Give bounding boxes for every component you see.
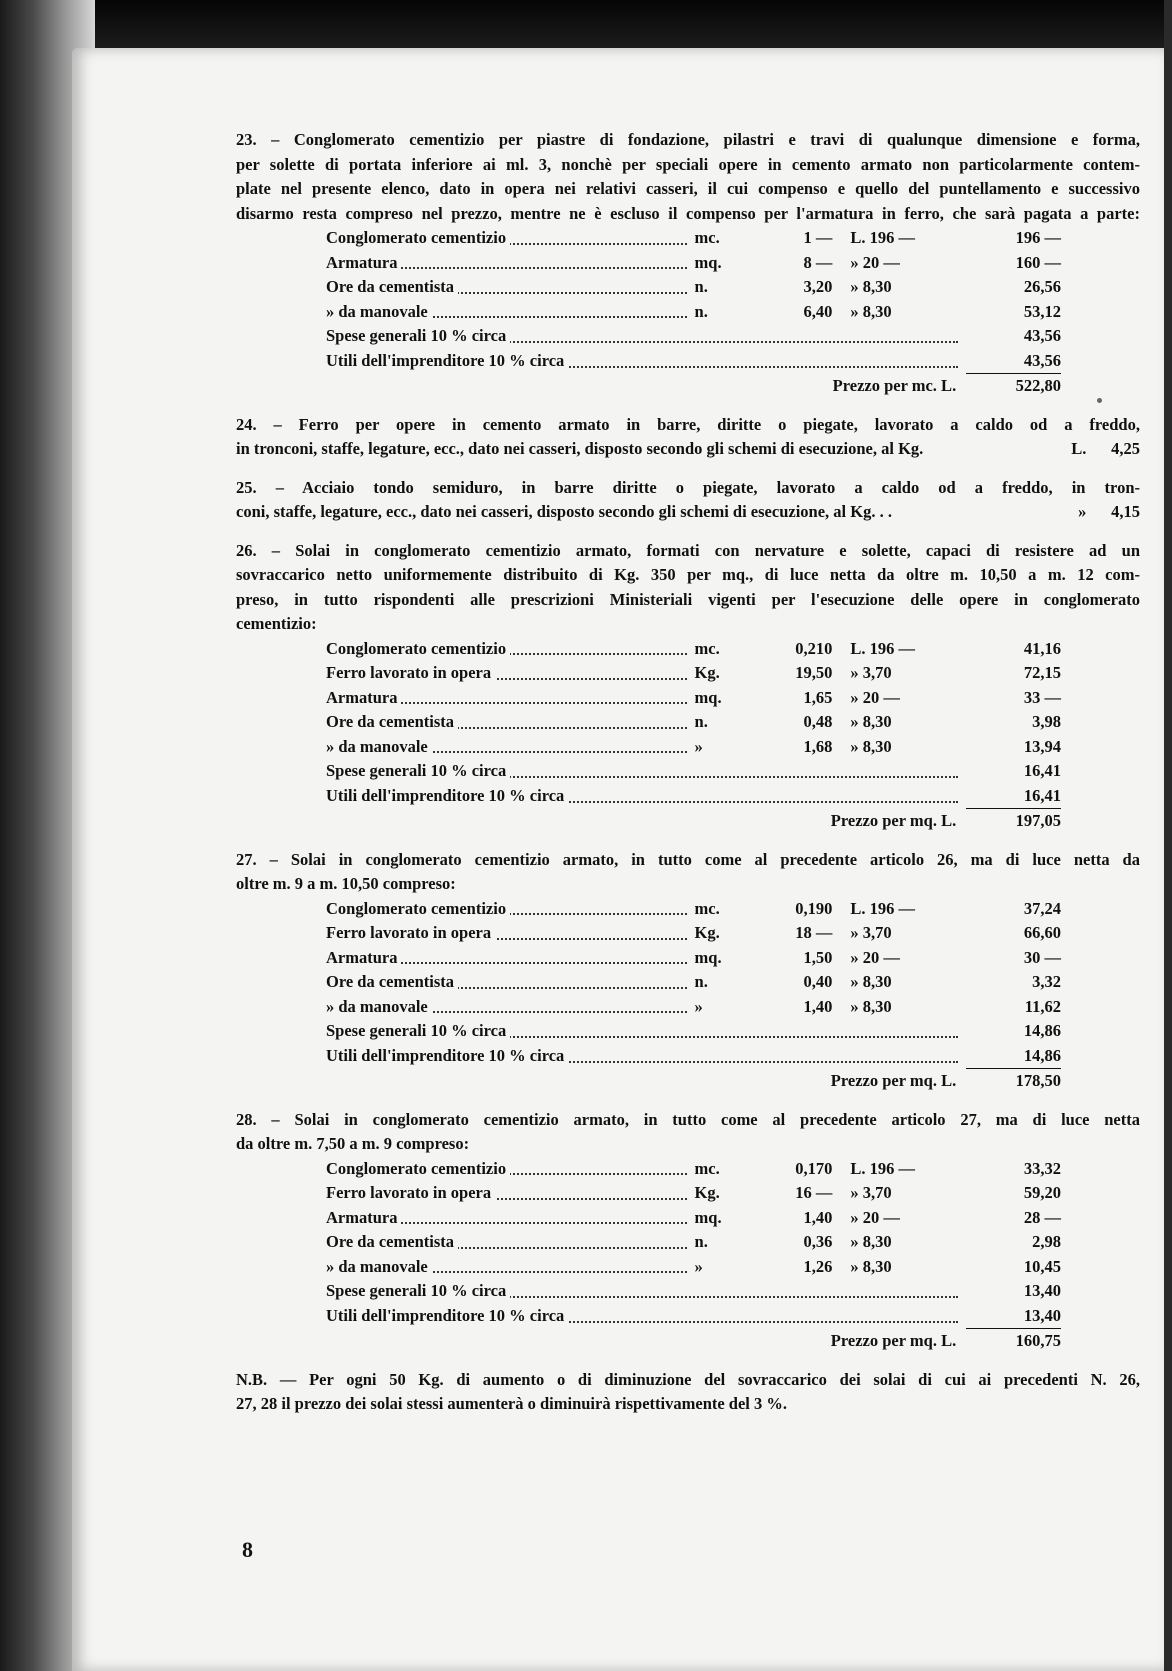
table-row bbox=[326, 300, 1061, 325]
item-total: 160 — bbox=[1015, 252, 1061, 272]
item-qty: 3,20 bbox=[803, 277, 833, 296]
item-unit: » bbox=[694, 1256, 703, 1276]
page-number: 8 bbox=[242, 1537, 253, 1562]
table-row-spese bbox=[326, 324, 1061, 349]
scan-right-edge bbox=[1164, 0, 1172, 1671]
table-row bbox=[326, 637, 1061, 662]
item-unit: mc. bbox=[694, 228, 720, 247]
article-27-price-table bbox=[326, 897, 1061, 1094]
article-23-text bbox=[236, 128, 1140, 226]
item-price: » 20 — bbox=[850, 947, 900, 967]
item-qty: 1,26 bbox=[803, 1256, 833, 1276]
table-row bbox=[326, 921, 1061, 946]
item-total: 72,15 bbox=[1023, 663, 1061, 682]
item-price: » 8,30 bbox=[850, 996, 892, 1016]
item-desc: Conglomerato cementizio bbox=[326, 1159, 510, 1178]
item-price: » 8,30 bbox=[850, 972, 892, 991]
item-total: 33 — bbox=[1023, 687, 1061, 707]
item-total: 59,20 bbox=[1023, 1183, 1061, 1202]
nota-bene bbox=[236, 1368, 1140, 1417]
price-row bbox=[326, 1329, 1061, 1354]
item-qty: 0,48 bbox=[803, 712, 833, 731]
item-qty: 0,36 bbox=[803, 1232, 833, 1251]
price-total: 160,75 bbox=[1015, 1331, 1061, 1350]
item-desc: » da manovale bbox=[326, 302, 432, 321]
item-unit: n. bbox=[694, 712, 708, 731]
article-28 bbox=[236, 1108, 1140, 1354]
utili-total: 16,41 bbox=[966, 784, 1061, 809]
item-price: L. 196 — bbox=[850, 898, 916, 918]
article-27-text bbox=[236, 848, 1140, 897]
article-24-text bbox=[236, 413, 1140, 462]
table-row bbox=[326, 661, 1061, 686]
item-desc: Ore da cementista bbox=[326, 1232, 458, 1251]
utili-desc: Utili dell'imprenditore 10 % circa bbox=[326, 1306, 568, 1325]
item-desc: » da manovale bbox=[326, 997, 432, 1016]
item-price: » 20 — bbox=[850, 252, 900, 272]
article-25-line: coni, staffe, legature, ecc., dato nei casseri, disposto secondo gli schemi di esecuzione, al Kg. . . bbox=[236, 502, 892, 521]
item-unit: Kg. bbox=[694, 663, 720, 682]
article-28-line: da oltre m. 7,50 a m. 9 compreso: bbox=[236, 1134, 470, 1153]
item-desc: Armatura bbox=[326, 688, 401, 707]
table-row bbox=[326, 735, 1061, 760]
item-price: » 8,30 bbox=[850, 301, 892, 321]
item-desc: Ore da cementista bbox=[326, 972, 458, 991]
item-unit: mc. bbox=[694, 898, 720, 918]
item-qty: 16 — bbox=[795, 1183, 833, 1202]
article-23-line: disarmo resta compreso nel prezzo, mentre ne è escluso il compenso per l'armatura in ferro, che sarà pagata a parte: bbox=[236, 203, 1140, 223]
price-total: 197,05 bbox=[1015, 811, 1061, 830]
item-price: » 8,30 bbox=[850, 277, 892, 296]
article-27-line: 27. – Solai in conglomerato cementizio armato, in tutto come al precedente articolo 26, ma di luce netta da bbox=[236, 849, 1140, 869]
article-23-price-table bbox=[326, 226, 1061, 399]
item-desc: Armatura bbox=[326, 1208, 401, 1227]
table-row bbox=[326, 710, 1061, 735]
item-total: 10,45 bbox=[1023, 1256, 1061, 1276]
table-row bbox=[326, 251, 1061, 276]
article-24-line: 24. – Ferro per opere in cemento armato in barre, diritte o piegate, lavorato a caldo od a freddo, bbox=[236, 414, 1140, 434]
item-desc: Ferro lavorato in opera bbox=[326, 1183, 495, 1202]
item-desc: Conglomerato cementizio bbox=[326, 639, 510, 658]
item-qty: 1,40 bbox=[803, 1207, 833, 1227]
utili-desc: Utili dell'imprenditore 10 % circa bbox=[326, 351, 568, 370]
table-row bbox=[326, 970, 1061, 995]
item-price: » 8,30 bbox=[850, 1256, 892, 1276]
item-unit: mq. bbox=[694, 1207, 722, 1227]
article-24-price: 4,25 bbox=[1111, 439, 1140, 458]
table-row bbox=[326, 1181, 1061, 1206]
table-row bbox=[326, 1230, 1061, 1255]
item-unit: mq. bbox=[694, 687, 722, 707]
item-desc: » da manovale bbox=[326, 1257, 432, 1276]
item-desc: Conglomerato cementizio bbox=[326, 228, 510, 247]
item-price: » 20 — bbox=[850, 1207, 900, 1227]
item-price: L. 196 — bbox=[850, 1158, 916, 1178]
price-label: Prezzo per mq. L. bbox=[830, 1331, 957, 1350]
price-label: Prezzo per mq. L. bbox=[830, 811, 957, 830]
utili-total: 14,86 bbox=[966, 1044, 1061, 1069]
table-row-utili bbox=[326, 1304, 1061, 1329]
item-price: » 20 — bbox=[850, 687, 900, 707]
article-24-line: in tronconi, staffe, legature, ecc., dato nei casseri, disposto secondo gli schemi di esecuzione, al Kg. bbox=[236, 439, 924, 458]
item-qty: 0,40 bbox=[803, 972, 833, 991]
article-26 bbox=[236, 539, 1140, 834]
spese-desc: Spese generali 10 % circa bbox=[326, 761, 510, 780]
table-row-spese bbox=[326, 1279, 1061, 1304]
table-row-utili bbox=[326, 349, 1061, 374]
article-25-text bbox=[236, 476, 1140, 525]
spese-desc: Spese generali 10 % circa bbox=[326, 326, 510, 345]
table-row-spese bbox=[326, 1019, 1061, 1044]
utili-total: 43,56 bbox=[966, 349, 1061, 374]
table-row bbox=[326, 275, 1061, 300]
table-row bbox=[326, 1206, 1061, 1231]
item-qty: 1 — bbox=[803, 228, 833, 247]
article-24-currency: L. bbox=[1071, 439, 1087, 458]
item-unit: » bbox=[694, 736, 703, 756]
spese-desc: Spese generali 10 % circa bbox=[326, 1021, 510, 1040]
item-desc: Ore da cementista bbox=[326, 277, 458, 296]
utili-desc: Utili dell'imprenditore 10 % circa bbox=[326, 786, 568, 805]
article-23-line: 23. – Conglomerato cementizio per piastre di fondazione, pilastri e travi di qualunque dimensione e forma, bbox=[236, 130, 1140, 149]
table-row-utili bbox=[326, 1044, 1061, 1069]
price-label: Prezzo per mq. L. bbox=[830, 1071, 957, 1090]
item-total: 41,16 bbox=[1023, 638, 1061, 658]
item-desc: Ferro lavorato in opera bbox=[326, 923, 495, 942]
item-desc: » da manovale bbox=[326, 737, 432, 756]
article-26-text bbox=[236, 539, 1140, 637]
article-26-line: cementizio: bbox=[236, 614, 317, 633]
price-label: Prezzo per mc. L. bbox=[832, 376, 957, 395]
item-qty: 19,50 bbox=[795, 663, 833, 682]
item-unit: n. bbox=[694, 1232, 708, 1251]
item-qty: 18 — bbox=[795, 923, 833, 942]
utili-desc: Utili dell'imprenditore 10 % circa bbox=[326, 1046, 568, 1065]
price-row bbox=[326, 809, 1061, 834]
item-total: 37,24 bbox=[1023, 898, 1061, 918]
article-28-text bbox=[236, 1108, 1140, 1157]
price-total: 522,80 bbox=[1015, 376, 1061, 395]
item-desc: Armatura bbox=[326, 253, 401, 272]
item-unit: mc. bbox=[694, 1158, 720, 1178]
spese-total: 16,41 bbox=[1023, 761, 1061, 780]
nota-bene-line: 27, 28 il prezzo dei solai stessi aumenterà o diminuirà rispettivamente del 3 %. bbox=[236, 1394, 788, 1413]
article-23 bbox=[236, 128, 1140, 399]
item-price: » 3,70 bbox=[850, 663, 892, 682]
item-total: 11,62 bbox=[1024, 996, 1061, 1016]
item-qty: 0,190 bbox=[795, 898, 833, 918]
item-total: 3,32 bbox=[1032, 972, 1061, 991]
spese-total: 14,86 bbox=[1023, 1021, 1061, 1040]
article-23-line: per solette di portata inferiore ai ml. 3, nonchè per speciali opere in cemento armato non particolarmente contem- bbox=[236, 154, 1140, 174]
item-price: L. 196 — bbox=[850, 638, 916, 658]
price-total: 178,50 bbox=[1015, 1071, 1061, 1090]
article-25 bbox=[236, 476, 1140, 525]
utili-total: 13,40 bbox=[966, 1304, 1061, 1329]
table-row bbox=[326, 686, 1061, 711]
article-23-line: plate nel presente elenco, dato in opera nei relativi casseri, il cui compenso e quello del puntellamento e successivo bbox=[236, 179, 1140, 198]
item-qty: 0,170 bbox=[795, 1158, 833, 1178]
table-row-spese bbox=[326, 759, 1061, 784]
item-price: » 3,70 bbox=[850, 923, 892, 942]
scan-top-edge bbox=[0, 0, 1172, 48]
item-total: 26,56 bbox=[1023, 277, 1061, 296]
item-unit: mc. bbox=[694, 638, 720, 658]
item-unit: n. bbox=[694, 972, 708, 991]
item-total: 28 — bbox=[1023, 1207, 1061, 1227]
article-26-price-table bbox=[326, 637, 1061, 834]
item-desc: Ferro lavorato in opera bbox=[326, 663, 495, 682]
item-unit: Kg. bbox=[694, 1183, 720, 1202]
item-unit: mq. bbox=[694, 252, 722, 272]
item-total: 196 — bbox=[1015, 228, 1061, 247]
item-total: 2,98 bbox=[1032, 1232, 1061, 1251]
document-content bbox=[236, 128, 1140, 1431]
price-row bbox=[326, 1069, 1061, 1094]
article-25-price: 4,15 bbox=[1111, 502, 1140, 521]
item-price: » 8,30 bbox=[850, 1232, 892, 1251]
item-total: 33,32 bbox=[1023, 1158, 1061, 1178]
item-desc: Ore da cementista bbox=[326, 712, 458, 731]
article-27 bbox=[236, 848, 1140, 1094]
item-total: 30 — bbox=[1023, 947, 1061, 967]
nota-bene-text bbox=[236, 1368, 1140, 1417]
price-row bbox=[326, 374, 1061, 399]
item-unit: » bbox=[694, 996, 703, 1016]
table-row bbox=[326, 226, 1061, 251]
article-28-price-table bbox=[326, 1157, 1061, 1354]
article-26-line: 26. – Solai in conglomerato cementizio armato, formati con nervature e solette, capaci di resistere ad un bbox=[236, 540, 1140, 560]
article-27-line: oltre m. 9 a m. 10,50 compreso: bbox=[236, 874, 456, 893]
item-qty: 1,68 bbox=[803, 736, 833, 756]
item-unit: Kg. bbox=[694, 923, 720, 942]
item-price: L. 196 — bbox=[850, 228, 916, 247]
article-28-line: 28. – Solai in conglomerato cementizio armato, in tutto come al precedente articolo 27, ma di luce netta bbox=[236, 1109, 1140, 1129]
table-row bbox=[326, 897, 1061, 922]
item-unit: mq. bbox=[694, 947, 722, 967]
item-qty: 1,40 bbox=[803, 996, 833, 1016]
item-total: 13,94 bbox=[1023, 736, 1061, 756]
article-26-line: sovraccarico netto uniformemente distribuito di Kg. 350 per mq., di luce netta da oltre m. 10,50 a m. 12 com- bbox=[236, 565, 1140, 584]
table-row-utili bbox=[326, 784, 1061, 809]
item-qty: 1,65 bbox=[803, 687, 833, 707]
item-price: » 8,30 bbox=[850, 736, 892, 756]
item-desc: Conglomerato cementizio bbox=[326, 899, 510, 918]
table-row bbox=[326, 946, 1061, 971]
table-row bbox=[326, 1255, 1061, 1280]
item-qty: 0,210 bbox=[795, 638, 833, 658]
article-26-line: preso, in tutto rispondenti alle prescrizioni Ministeriali vigenti per l'esecuzione delle opere in conglomerato bbox=[236, 589, 1140, 609]
spese-total: 43,56 bbox=[1023, 326, 1061, 345]
table-row bbox=[326, 995, 1061, 1020]
item-unit: n. bbox=[694, 277, 708, 296]
item-price: » 8,30 bbox=[850, 712, 892, 731]
item-price: » 3,70 bbox=[850, 1183, 892, 1202]
spese-desc: Spese generali 10 % circa bbox=[326, 1281, 510, 1300]
item-qty: 1,50 bbox=[803, 947, 833, 967]
item-total: 3,98 bbox=[1032, 712, 1061, 731]
item-qty: 6,40 bbox=[803, 301, 833, 321]
nota-bene-line: N.B. — Per ogni 50 Kg. di aumento o di diminuzione del sovraccarico dei solai di cui ai precedenti N. 26, bbox=[236, 1369, 1140, 1389]
item-total: 53,12 bbox=[1023, 301, 1061, 321]
item-qty: 8 — bbox=[803, 252, 833, 272]
item-unit: n. bbox=[694, 301, 708, 321]
article-25-currency: » bbox=[1078, 502, 1087, 521]
spese-total: 13,40 bbox=[1023, 1281, 1061, 1300]
article-24 bbox=[236, 413, 1140, 462]
item-total: 66,60 bbox=[1023, 923, 1061, 942]
item-desc: Armatura bbox=[326, 948, 401, 967]
table-row bbox=[326, 1157, 1061, 1182]
article-25-line: 25. – Acciaio tondo semiduro, in barre diritte o piegate, lavorato a caldo od a freddo, in tron- bbox=[236, 477, 1140, 497]
